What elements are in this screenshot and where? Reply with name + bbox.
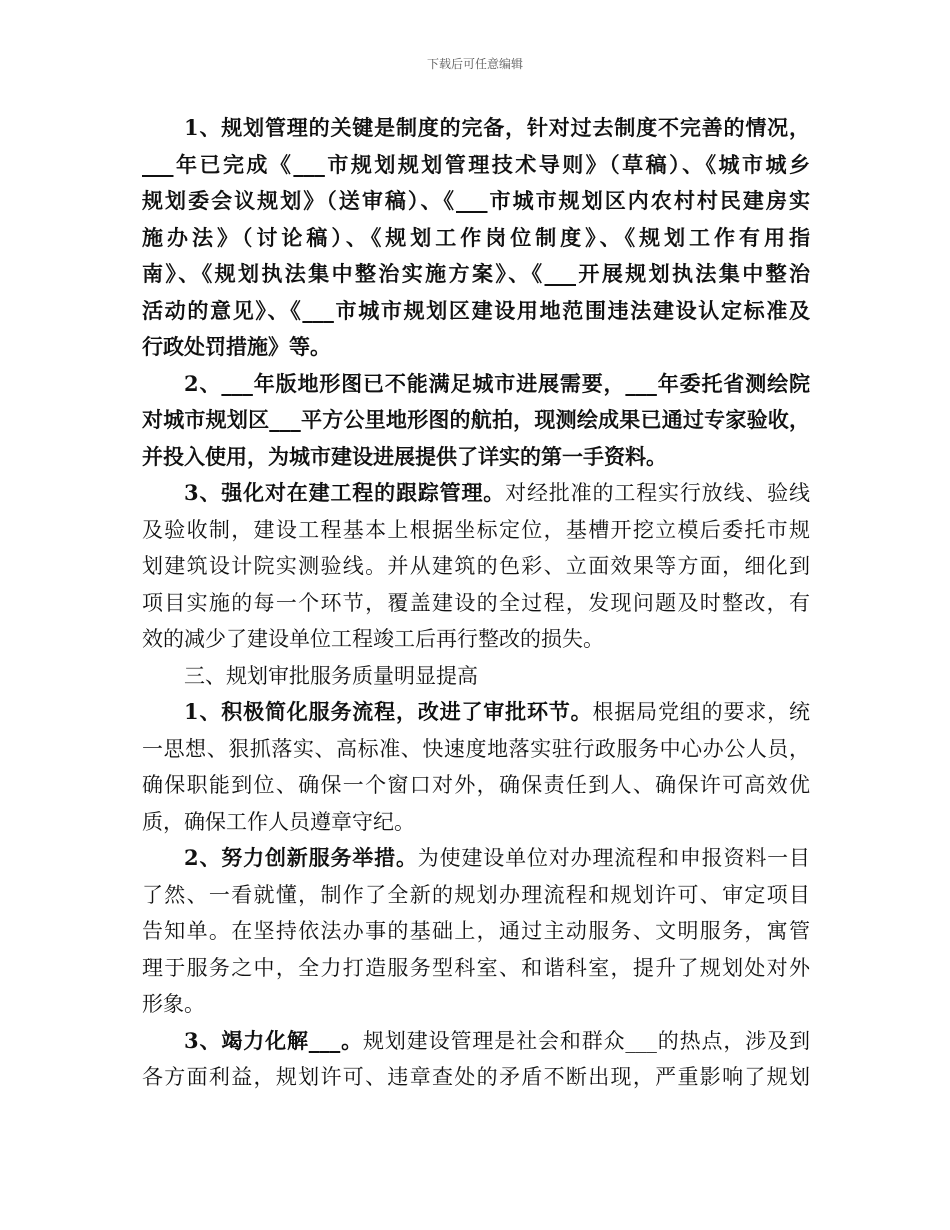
regular-text: 为使建设单位对办理流程和申报资料一目 (417, 846, 810, 870)
bold-text: 对城市规划区___平方公里地形图的航拍，现测绘成果已通过专家验收， (142, 407, 810, 432)
bold-text: 3、竭力化解___。 (184, 1027, 364, 1053)
bold-text: 3、强化对在建工程的跟踪管理。 (184, 480, 506, 505)
document-body (142, 110, 810, 1096)
text-line (142, 986, 810, 1023)
bold-text: 规划委会议规划》（送审稿）、《___市城市规划区内农村村民建房实 (142, 188, 810, 213)
text-line (142, 658, 810, 695)
regular-text: 划建筑设计院实测验线。并从建筑的色彩、立面效果等方面，细化到 (142, 554, 810, 578)
text-line (142, 110, 810, 147)
text-line (142, 512, 810, 549)
regular-text: 告知单。在坚持依法办事的基础上，通过主动服务、文明服务，寓管 (142, 919, 810, 943)
text-line (142, 840, 810, 877)
bold-text: 并投入使用，为城市建设进展提供了详实的第一手资料。 (142, 443, 667, 469)
regular-text: 形象。 (142, 992, 205, 1016)
text-line (142, 585, 810, 622)
bold-text: 施办法》（讨论稿）、《规划工作岗位制度》、《规划工作有用指 (142, 224, 810, 250)
regular-text: 效的减少了建设单位工程竣工后再行整改的损失。 (142, 627, 604, 651)
text-line (142, 439, 810, 476)
text-line (142, 475, 810, 512)
text-line (142, 731, 810, 768)
regular-text: 三、规划审批服务质量明显提高 (184, 663, 478, 688)
page-header: 下载后可任意编辑 (426, 57, 523, 71)
text-line (142, 147, 810, 184)
text-line (142, 220, 810, 257)
regular-text: 一思想、狠抓落实、高标准、快速度地落实驻行政服务中心办公人员， (142, 736, 810, 761)
text-line (142, 293, 810, 330)
regular-text: 确保职能到位、确保一个窗口对外，确保责任到人、确保许可高效优 (142, 773, 810, 797)
regular-text: 质，确保工作人员遵章守纪。 (142, 809, 415, 834)
bold-text: 活动的意见》、《___市城市规划区建设用地范围违法建设认定标准及 (142, 297, 810, 323)
text-line (142, 767, 810, 804)
text-line (142, 913, 810, 950)
text-line (142, 329, 810, 366)
text-line (142, 694, 810, 731)
text-line (142, 183, 810, 220)
bold-text: 1、规划管理的关键是制度的完备，针对过去制度不完善的情况， (184, 115, 810, 140)
text-line (142, 366, 810, 403)
regular-text: 根据局党组的要求，统 (592, 700, 810, 724)
text-line (142, 1023, 810, 1060)
text-line (142, 548, 810, 585)
regular-text: 理于服务之中，全力打造服务型科室、和谐科室，提升了规划处对外 (142, 955, 810, 980)
text-line (142, 1059, 810, 1096)
text-line (142, 402, 810, 439)
bold-text: 2、努力创新服务举措。 (184, 845, 418, 870)
bold-text: 南》、《规划执法集中整治实施方案》、《___开展规划执法集中整治 (142, 261, 810, 286)
text-line (142, 950, 810, 987)
regular-text: 规划建设管理是社会和群众___的热点，涉及到 (363, 1028, 810, 1053)
regular-text: 及验收制，建设工程基本上根据坐标定位，基槽开挖立模后委托市规 (142, 517, 810, 542)
text-line (142, 804, 810, 841)
regular-text: 项目实施的每一个环节，覆盖建设的全过程，发现问题及时整改，有 (142, 590, 810, 615)
regular-text: 各方面利益，规划许可、违章查处的矛盾不断出现，严重影响了规划 (142, 1065, 810, 1089)
text-line (142, 877, 810, 914)
regular-text: 对经批准的工程实行放线、验线 (505, 481, 810, 505)
bold-text: 行政处罚措施》等。 (142, 334, 331, 359)
regular-text: 了然、一看就懂，制作了全新的规划办理流程和规划许可、审定项目 (142, 882, 810, 907)
text-line (142, 621, 810, 658)
bold-text: 2、___年版地形图已不能满足城市进展需要，___年委托省测绘院 (184, 370, 810, 396)
bold-text: 1、积极简化服务流程，改进了审批环节。 (184, 699, 593, 724)
bold-text: ___年已完成《___市规划规划管理技术导则》（草稿）、《城市城乡 (142, 151, 810, 177)
text-line (142, 256, 810, 293)
